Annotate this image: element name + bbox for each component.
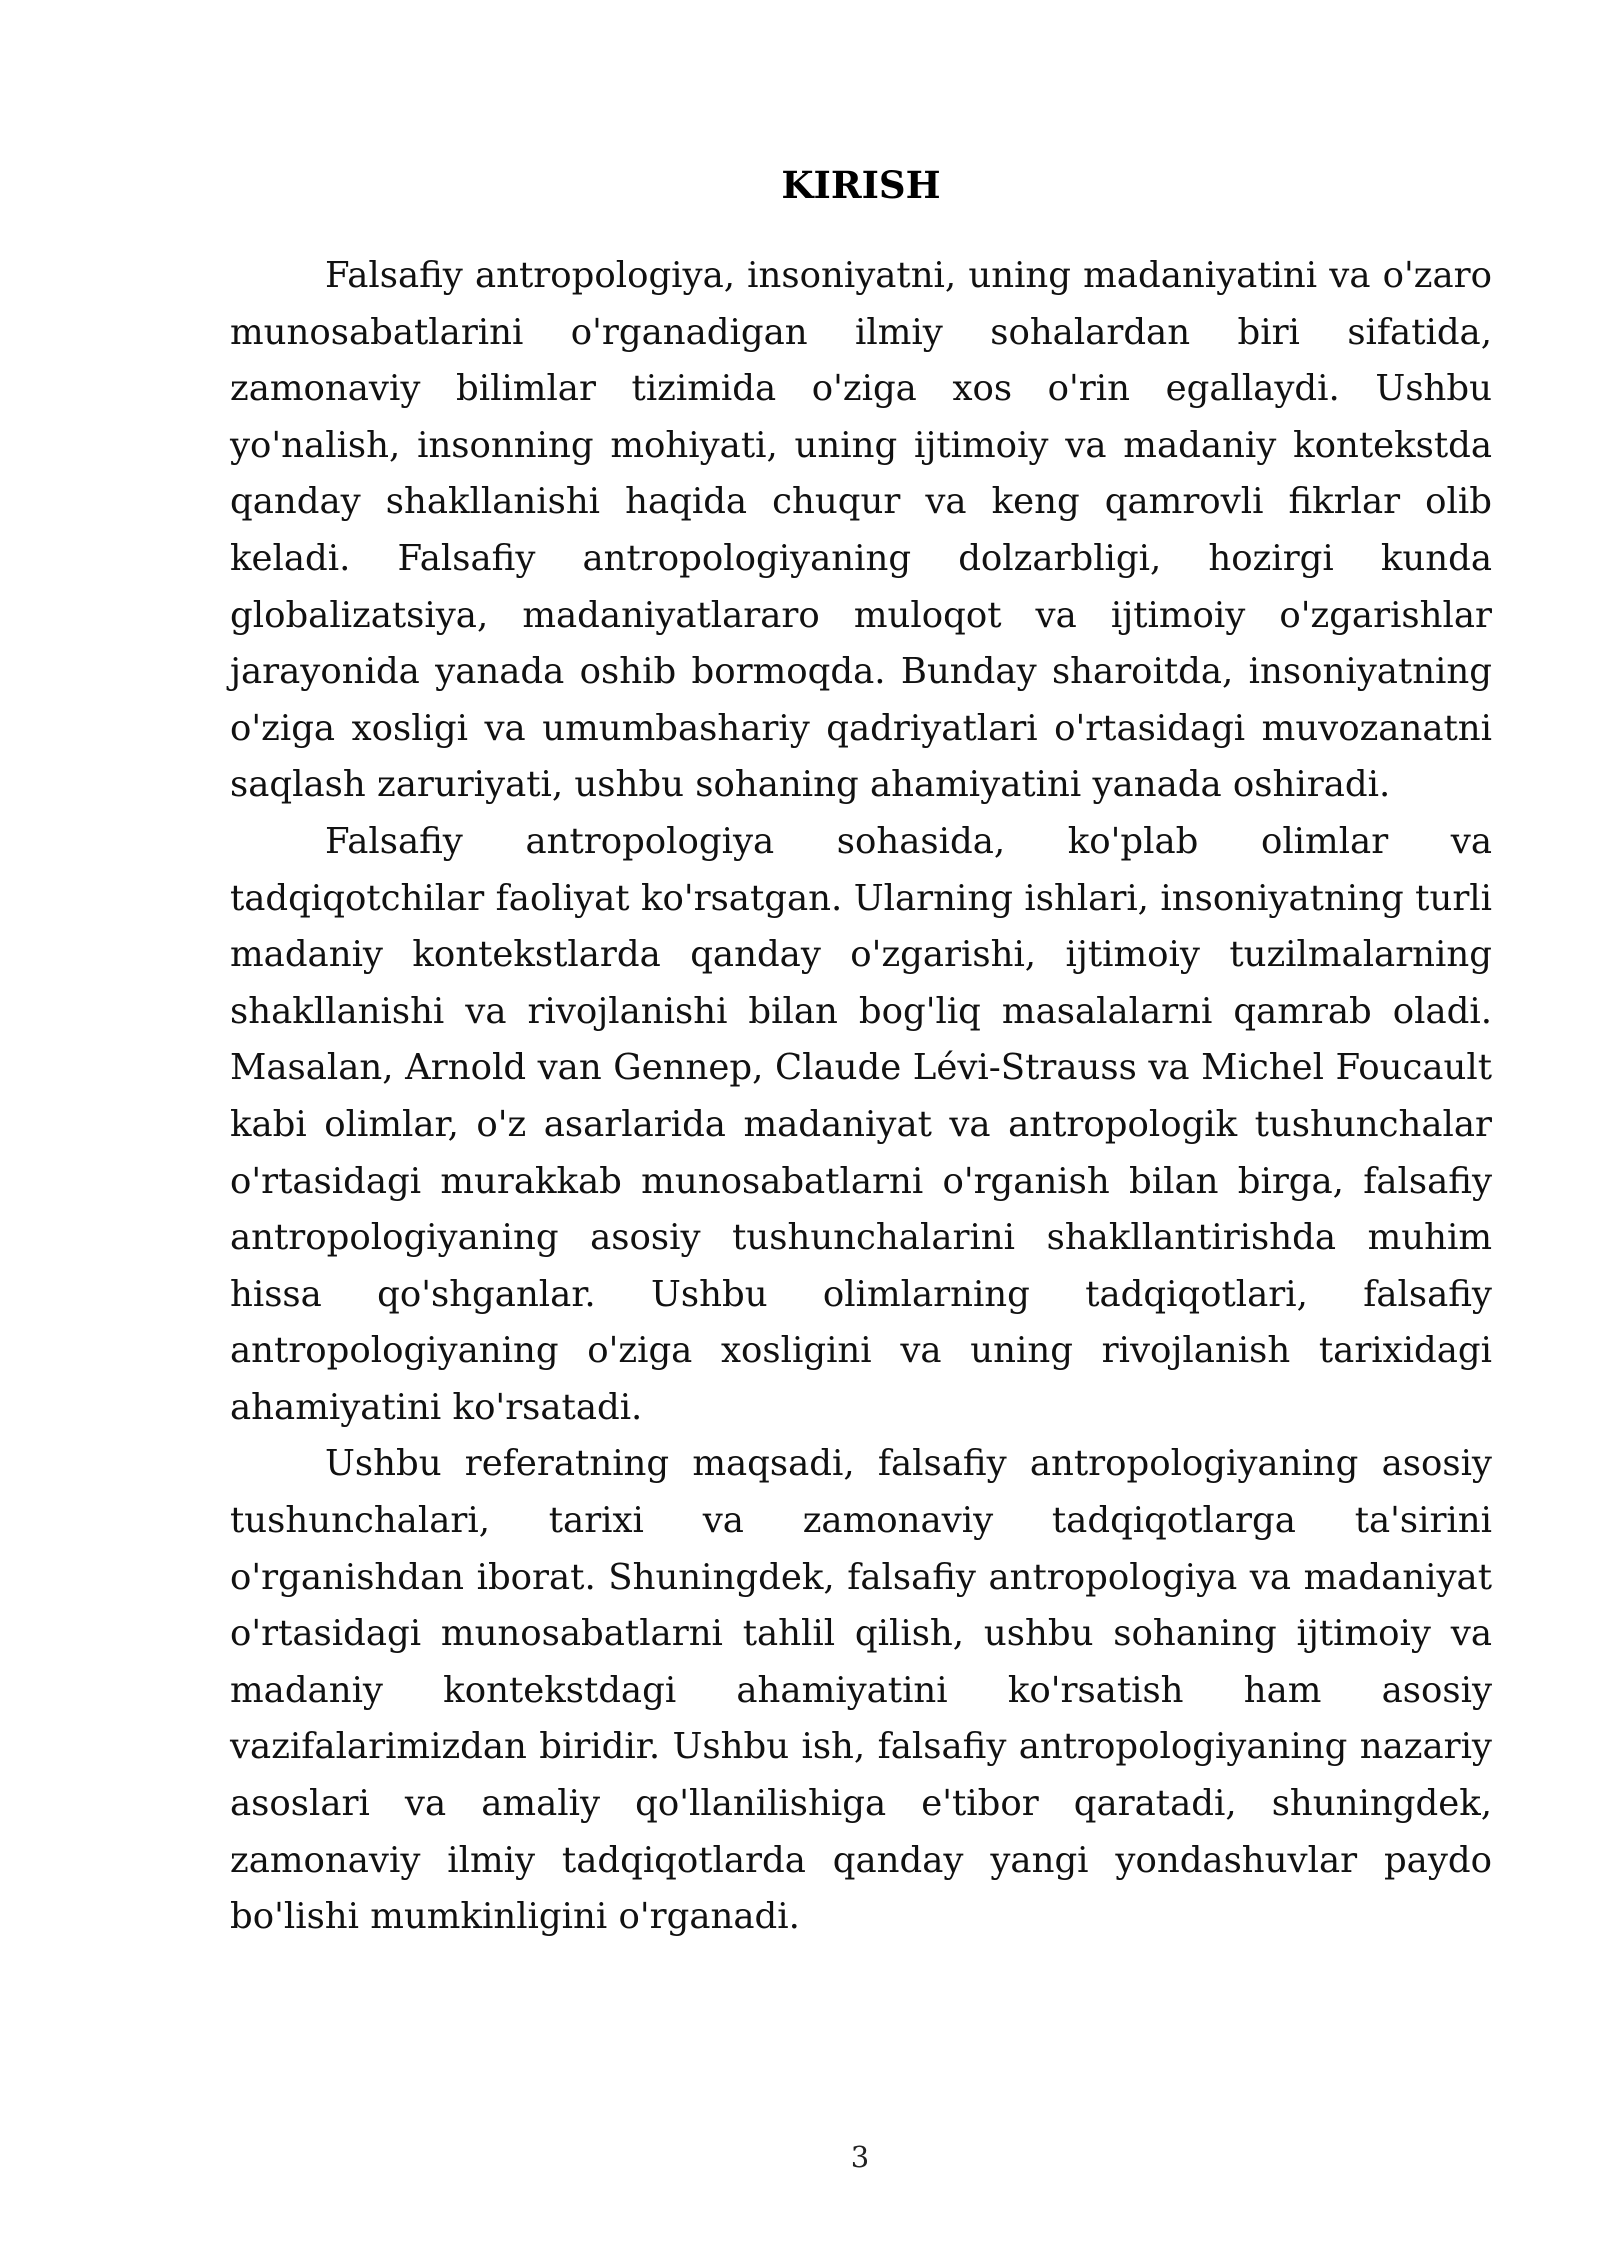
paragraph-2: Falsafiy antropologiya sohasida, ko'plab olimlar va tadqiqotchilar faoliyat ko'rsatgan. Ularning ishlari, insoniyatning turli madaniy kontekstlarda qanday o'zgarishi, ijtimoiy tuzilmalarning shakllanishi va rivojlanishi bilan bog'liq masalalarni qamrab oladi. Masalan, Arnold van Gennep, Claude Lévi-Strauss va Michel Foucault kabi olimlar, o'z asarlarida madaniyat va antropologik tushunchalar o'rtasidagi murakkab munosabatlarni o'rganish bilan birga, falsafiy antropologiyaning asosiy tushunchalarini shakllantirishda muhim hissa qo'shganlar. Ushbu olimlarning tadqiqotlari, falsafiy antropologiyaning o'ziga xosligini va uning rivojlanish tarixidagi ahamiyatini ko'rsatadi. xyxy=(230,820,1492,1428)
paragraph-3: Ushbu referatning maqsadi, falsafiy antropologiyaning asosiy tushunchalari, tarixi va zamonaviy tadqiqotlarga ta'sirini o'rganishdan iborat. Shuningdek, falsafiy antropologiya va madaniyat o'rtasidagi munosabatlarni tahlil qilish, ushbu sohaning ijtimoiy va madaniy kontekstdagi ahamiyatini ko'rsatish ham asosiy vazifalarimizdan biridir. Ushbu ish, falsafiy antropologiyaning nazariy asoslari va amaliy qo'llanilishiga e'tibor qaratadi, shuningdek, zamonaviy ilmiy tadqiqotlarda qanday yangi yondashuvlar paydo bo'lishi mumkinligini o'rganadi. xyxy=(230,1443,1492,1938)
page-title: KIRISH xyxy=(781,163,941,207)
body-text xyxy=(230,248,1492,1946)
page-number: 3 xyxy=(850,2140,870,2174)
paragraph-1: Falsafiy antropologiya, insoniyatni, uning madaniyatini va o'zaro munosabatlarini o'rganadigan ilmiy sohalardan biri sifatida, zamonaviy bilimlar tizimida o'ziga xos o'rin egallaydi. Ushbu yo'nalish, insonning mohiyati, uning ijtimoiy va madaniy kontekstda qanday shakllanishi haqida chuqur va keng qamrovli fikrlar olib keladi. Falsafiy antropologiyaning dolzarbligi, hozirgi kunda globalizatsiya, madaniyatlararo muloqot va ijtimoiy o'zgarishlar jarayonida yanada oshib bormoqda. Bunday sharoitda, insoniyatning o'ziga xosligi va umumbashariy qadriyatlari o'rtasidagi muvozanatni saqlash zaruriyati, ushbu sohaning ahamiyatini yanada oshiradi. xyxy=(230,255,1492,806)
